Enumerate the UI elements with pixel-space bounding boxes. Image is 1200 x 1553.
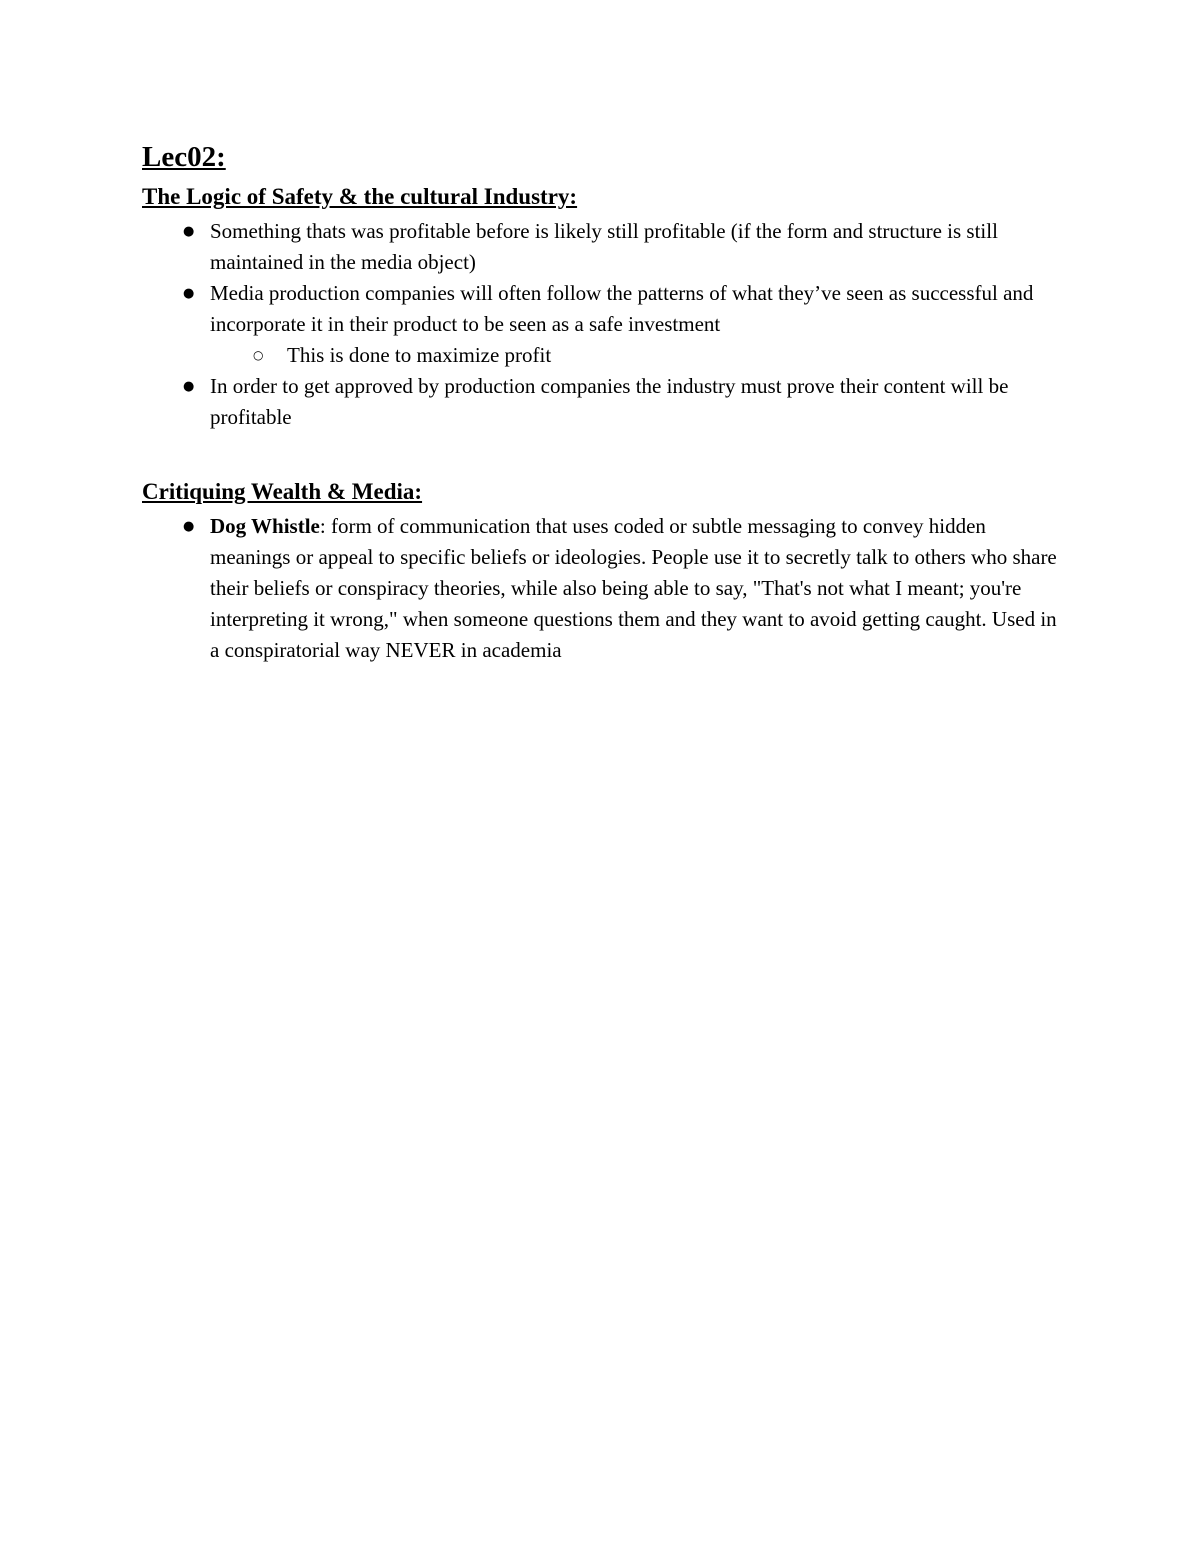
bullet-icon: ●: [183, 519, 195, 534]
sub-bullet-icon: ○: [253, 348, 264, 362]
bullet-icon: ●: [183, 379, 195, 394]
bullet-icon: ●: [183, 286, 195, 301]
bullet-list: [142, 216, 1060, 433]
bullet-item: [142, 371, 1060, 433]
sub-bullet-text: This is done to maximize profit: [287, 343, 552, 367]
bullet-item: [142, 278, 1060, 371]
section-logic-of-safety: [142, 182, 1060, 433]
bullet-text: : form of communication that uses coded or subtle messaging to convey hidden meanings or appeal to specific beliefs or ideologies. People use it to secretly talk to others who share their beliefs or conspiracy theories, while also being able to say, "That's not what I meant; you're interpreting it wrong," when someone questions them and they want to avoid getting caught. Used in a conspiratorial way NEVER in academia: [210, 514, 1057, 662]
sub-bullet-item: [210, 340, 1060, 371]
bullet-list: [142, 511, 1060, 666]
page-title: Lec02:: [142, 141, 226, 173]
bullet-item: [142, 511, 1060, 666]
section-heading-logic-of-safety: The Logic of Safety & the cultural Industry:: [142, 184, 578, 209]
bullet-term: Dog Whistle: [210, 514, 320, 538]
section-heading-critiquing-wealth-media: Critiquing Wealth & Media:: [142, 479, 423, 504]
bullet-item: [142, 216, 1060, 278]
sub-bullet-list: [210, 340, 1060, 371]
bullet-icon: ●: [183, 224, 195, 239]
bullet-text: Something thats was profitable before is likely still profitable (if the form and structure is still maintained in the media object): [210, 219, 998, 274]
bullet-text: In order to get approved by production companies the industry must prove their content will be profitable: [210, 374, 1009, 429]
bullet-text: Media production companies will often follow the patterns of what they’ve seen as successful and incorporate it in their product to be seen as a safe investment: [210, 281, 1034, 336]
section-critiquing-wealth-media: [142, 477, 1060, 666]
